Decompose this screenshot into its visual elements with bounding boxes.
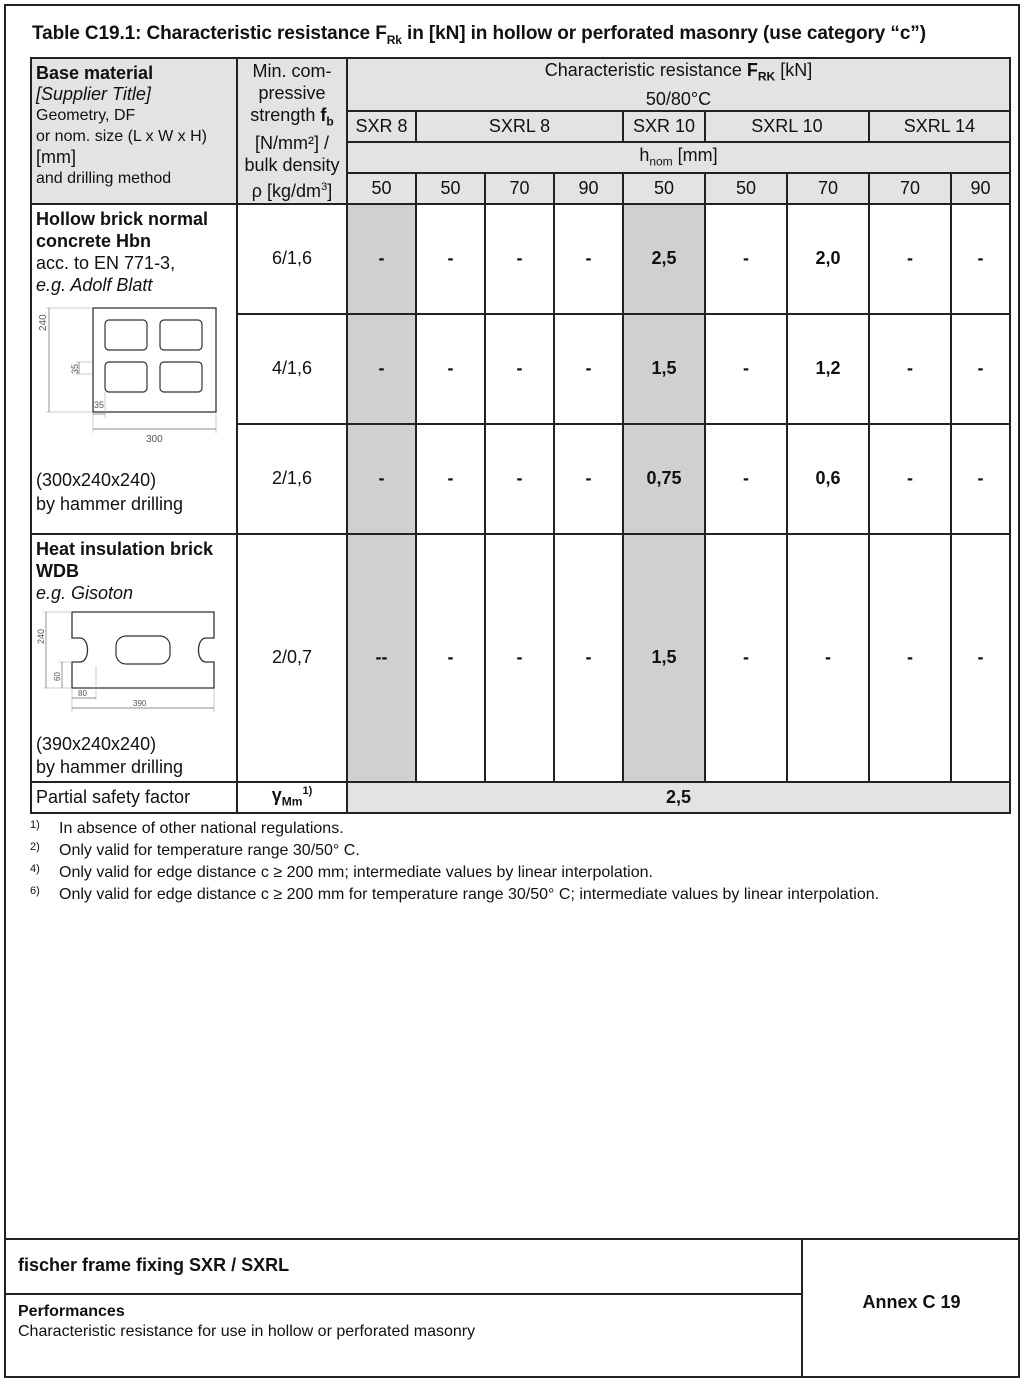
value-cell: -	[951, 204, 1010, 314]
value-cell: -	[705, 424, 787, 534]
wdb-brick-cell: Heat insulation brick WDB e.g. Gisoton 240 60 80 390 (390x240x240) by hammer drilling	[31, 534, 237, 782]
safety-factor-label: Partial safety factor	[31, 782, 237, 813]
footnotes	[30, 818, 879, 906]
value-cell: -	[869, 424, 951, 534]
dim-height-label: 240	[36, 628, 46, 644]
value-cell: -	[705, 534, 787, 782]
dim-a-label: 60	[53, 671, 62, 681]
footnote: 6) Only valid for edge distance c ≥ 200 mm for temperature range 30/50° C; intermediate values by linear interpolation.	[30, 885, 880, 903]
value-cell: -	[416, 314, 485, 424]
safety-factor-symbol: $\gamma_{Mm}^{1)}$	[237, 782, 347, 813]
value-cell: -	[485, 424, 554, 534]
value-cell: 2,0	[787, 204, 869, 314]
depth-cell: 50	[416, 173, 485, 204]
depth-cell: 70	[787, 173, 869, 204]
depth-cell: 50	[347, 173, 416, 204]
depth-cell: 70	[869, 173, 951, 204]
footer-description: Characteristic resistance for use in hollow or perforated masonry	[18, 1323, 476, 1340]
header-row-1	[31, 58, 1010, 111]
value-cell: 2,5	[623, 204, 705, 314]
footnote: 4) Only valid for edge distance c ≥ 200 mm; intermediate values by linear interpolation.	[30, 863, 653, 881]
strength-header: Min. com- pressive strength $f_b$ [N/mm²] / bulk density ρ $[kg/dm^3]$	[237, 58, 347, 204]
value-cell: -	[485, 314, 554, 424]
table-title: Table C19.1: Characteristic resistance $F_{Rk}$ in [kN] in hollow or perforated masonry (use category “c”)	[32, 23, 926, 47]
value-cell: -	[705, 314, 787, 424]
hollow-brick-drawing	[36, 298, 236, 448]
product-sxr10: SXR 10	[623, 111, 705, 142]
depth-cell: 50	[623, 173, 705, 204]
value-cell: -	[869, 204, 951, 314]
footer-divider	[4, 1293, 802, 1295]
value-cell: -	[705, 204, 787, 314]
value-cell: -	[347, 204, 416, 314]
value-cell: -	[869, 314, 951, 424]
product-sxr8: SXR 8	[347, 111, 416, 142]
table-row	[31, 534, 1010, 782]
depth-cell: 50	[705, 173, 787, 204]
value-cell: -	[554, 424, 623, 534]
strength-cell: 4/1,6	[237, 314, 347, 424]
strength-cell: 2/0,7	[237, 534, 347, 782]
product-sxrl8: SXRL 8	[416, 111, 623, 142]
value-cell: -	[787, 534, 869, 782]
wdb-brick-drawing	[36, 606, 236, 718]
value-cell: -	[869, 534, 951, 782]
value-cell: --	[347, 534, 416, 782]
dim-b-label: 80	[78, 688, 87, 698]
safety-factor-row	[31, 782, 1010, 813]
value-cell: -	[951, 424, 1010, 534]
product-sxrl10: SXRL 10	[705, 111, 869, 142]
hollow-brick-cell: Hollow brick normal concrete Hbn acc. to EN 771-3, e.g. Adolf Blatt 240 35 35 300 (300x240x240) by hammer drilling	[31, 204, 237, 534]
footer-divider	[4, 1238, 1020, 1240]
value-cell: -	[554, 204, 623, 314]
table-row	[31, 204, 1010, 314]
value-cell: 1,2	[787, 314, 869, 424]
dim-b-label: 35	[94, 399, 105, 410]
dim-a-label: 35	[70, 363, 80, 374]
value-cell: 0,6	[787, 424, 869, 534]
depth-cell: 90	[554, 173, 623, 204]
footnote: 1) In absence of other national regulations.	[30, 819, 344, 837]
value-cell: -	[347, 314, 416, 424]
annex-label: Annex C 19	[862, 1292, 961, 1312]
footnote: 2) Only valid for temperature range 30/50° C.	[30, 841, 360, 859]
footer-product: fischer frame fixing SXR / SXRL	[18, 1255, 290, 1275]
value-cell: -	[485, 534, 554, 782]
value-cell: -	[554, 314, 623, 424]
depth-cell: 70	[485, 173, 554, 204]
dim-height-label: 240	[38, 313, 49, 331]
value-cell: 1,5	[623, 534, 705, 782]
value-cell: -	[416, 534, 485, 782]
value-cell: -	[347, 424, 416, 534]
product-sxrl14: SXRL 14	[869, 111, 1010, 142]
safety-factor-value: 2,5	[347, 782, 1010, 813]
hnom-header: $h_{nom}$ [mm]	[347, 142, 1010, 173]
value-cell: -	[416, 424, 485, 534]
footer-section: Performances	[18, 1303, 125, 1320]
base-material-header: Base material [Supplier Title] Geometry, DF or nom. size (L x W x H) [mm] and drilling method	[31, 58, 237, 204]
dim-width-label: 390	[133, 698, 147, 708]
value-cell: -	[554, 534, 623, 782]
resistance-table	[30, 57, 1011, 814]
strength-cell: 2/1,6	[237, 424, 347, 534]
value-cell: -	[951, 534, 1010, 782]
value-cell: -	[416, 204, 485, 314]
value-cell: -	[951, 314, 1010, 424]
value-cell: 1,5	[623, 314, 705, 424]
resistance-header: Characteristic resistance $F_{RK}$ [kN] 50/80°C	[347, 58, 1010, 111]
value-cell: -	[485, 204, 554, 314]
dim-width-label: 300	[146, 433, 163, 445]
value-cell: 0,75	[623, 424, 705, 534]
strength-cell: 6/1,6	[237, 204, 347, 314]
depth-cell: 90	[951, 173, 1010, 204]
